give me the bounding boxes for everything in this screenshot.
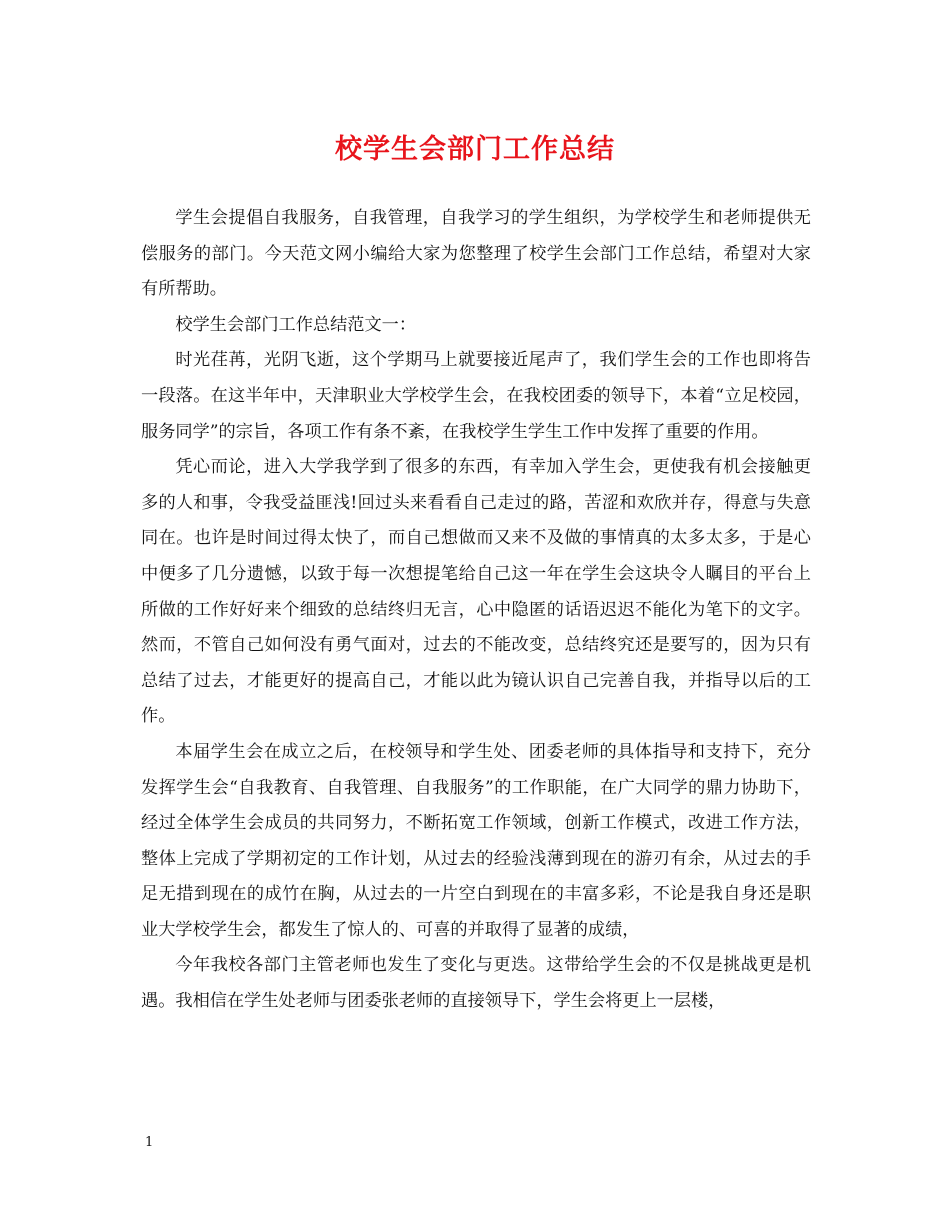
paragraph-reflection: 凭心而论，进入大学我学到了很多的东西，有幸加入学生会，更使我有机会接触更多的人和事，令我受益匪浅!回过头来看看自己走过的路，苦涩和欢欣并存，得意与失意同在。也许是时间过得太快了，而自己想做而又来不及做的事情真的太多太多，于是心中便多了几分遗憾，以致于每一次想提笔给自己这一年在学生会这块令人瞩目的平台上所做的工作好好来个细致的总结终归无言，心中隐匿的话语迟迟不能化为笔下的文字。然而，不管自己如何没有勇气面对，过去的不能改变，总结终究还是要写的，因为只有总结了过去，才能更好的提高自己，才能以此为镜认识自己完善自我，并指导以后的工作。: [141, 457, 811, 727]
paragraph-sample-heading: 校学生会部门工作总结范文一：: [175, 314, 417, 335]
document-body: [141, 201, 811, 1020]
paragraph-intro: 学生会提倡自我服务，自我管理，自我学习的学生组织，为学校学生和老师提供无偿服务的部门。今天范文网小编给大家为您整理了校学生会部门工作总结，希望对大家有所帮助。: [141, 208, 811, 300]
paragraph-changes: 今年我校各部门主管老师也发生了变化与更迭。这带给学生会的不仅是挑战更是机遇。我相信在学生处老师与团委张老师的直接领导下，学生会将更上一层楼，: [141, 955, 811, 1012]
document-title: 校学生会部门工作总结: [335, 134, 615, 165]
paragraph-time-flies: 时光荏苒，光阴飞逝，这个学期马上就要接近尾声了，我们学生会的工作也即将告一段落。在这半年中，天津职业大学校学生会，在我校团委的领导下，本着“立足校园，服务同学”的宗旨，各项工作有条不紊，在我校学生学生工作中发挥了重要的作用。: [141, 350, 811, 442]
paragraph-achievements: 本届学生会在成立之后，在校领导和学生处、团委老师的具体指导和支持下，充分发挥学生会“自我教育、自我管理、自我服务”的工作职能，在广大同学的鼎力协助下，经过全体学生会成员的共同努力，不断拓宽工作领域，创新工作模式，改进工作方法，整体上完成了学期初定的工作计划，从过去的经验浅薄到现在的游刃有余，从过去的手足无措到现在的成竹在胸，从过去的一片空白到现在的丰富多彩，不论是我自身还是职业大学校学生会，都发生了惊人的、可喜的并取得了显著的成绩，: [141, 741, 811, 940]
page-number: 1: [145, 1135, 154, 1150]
